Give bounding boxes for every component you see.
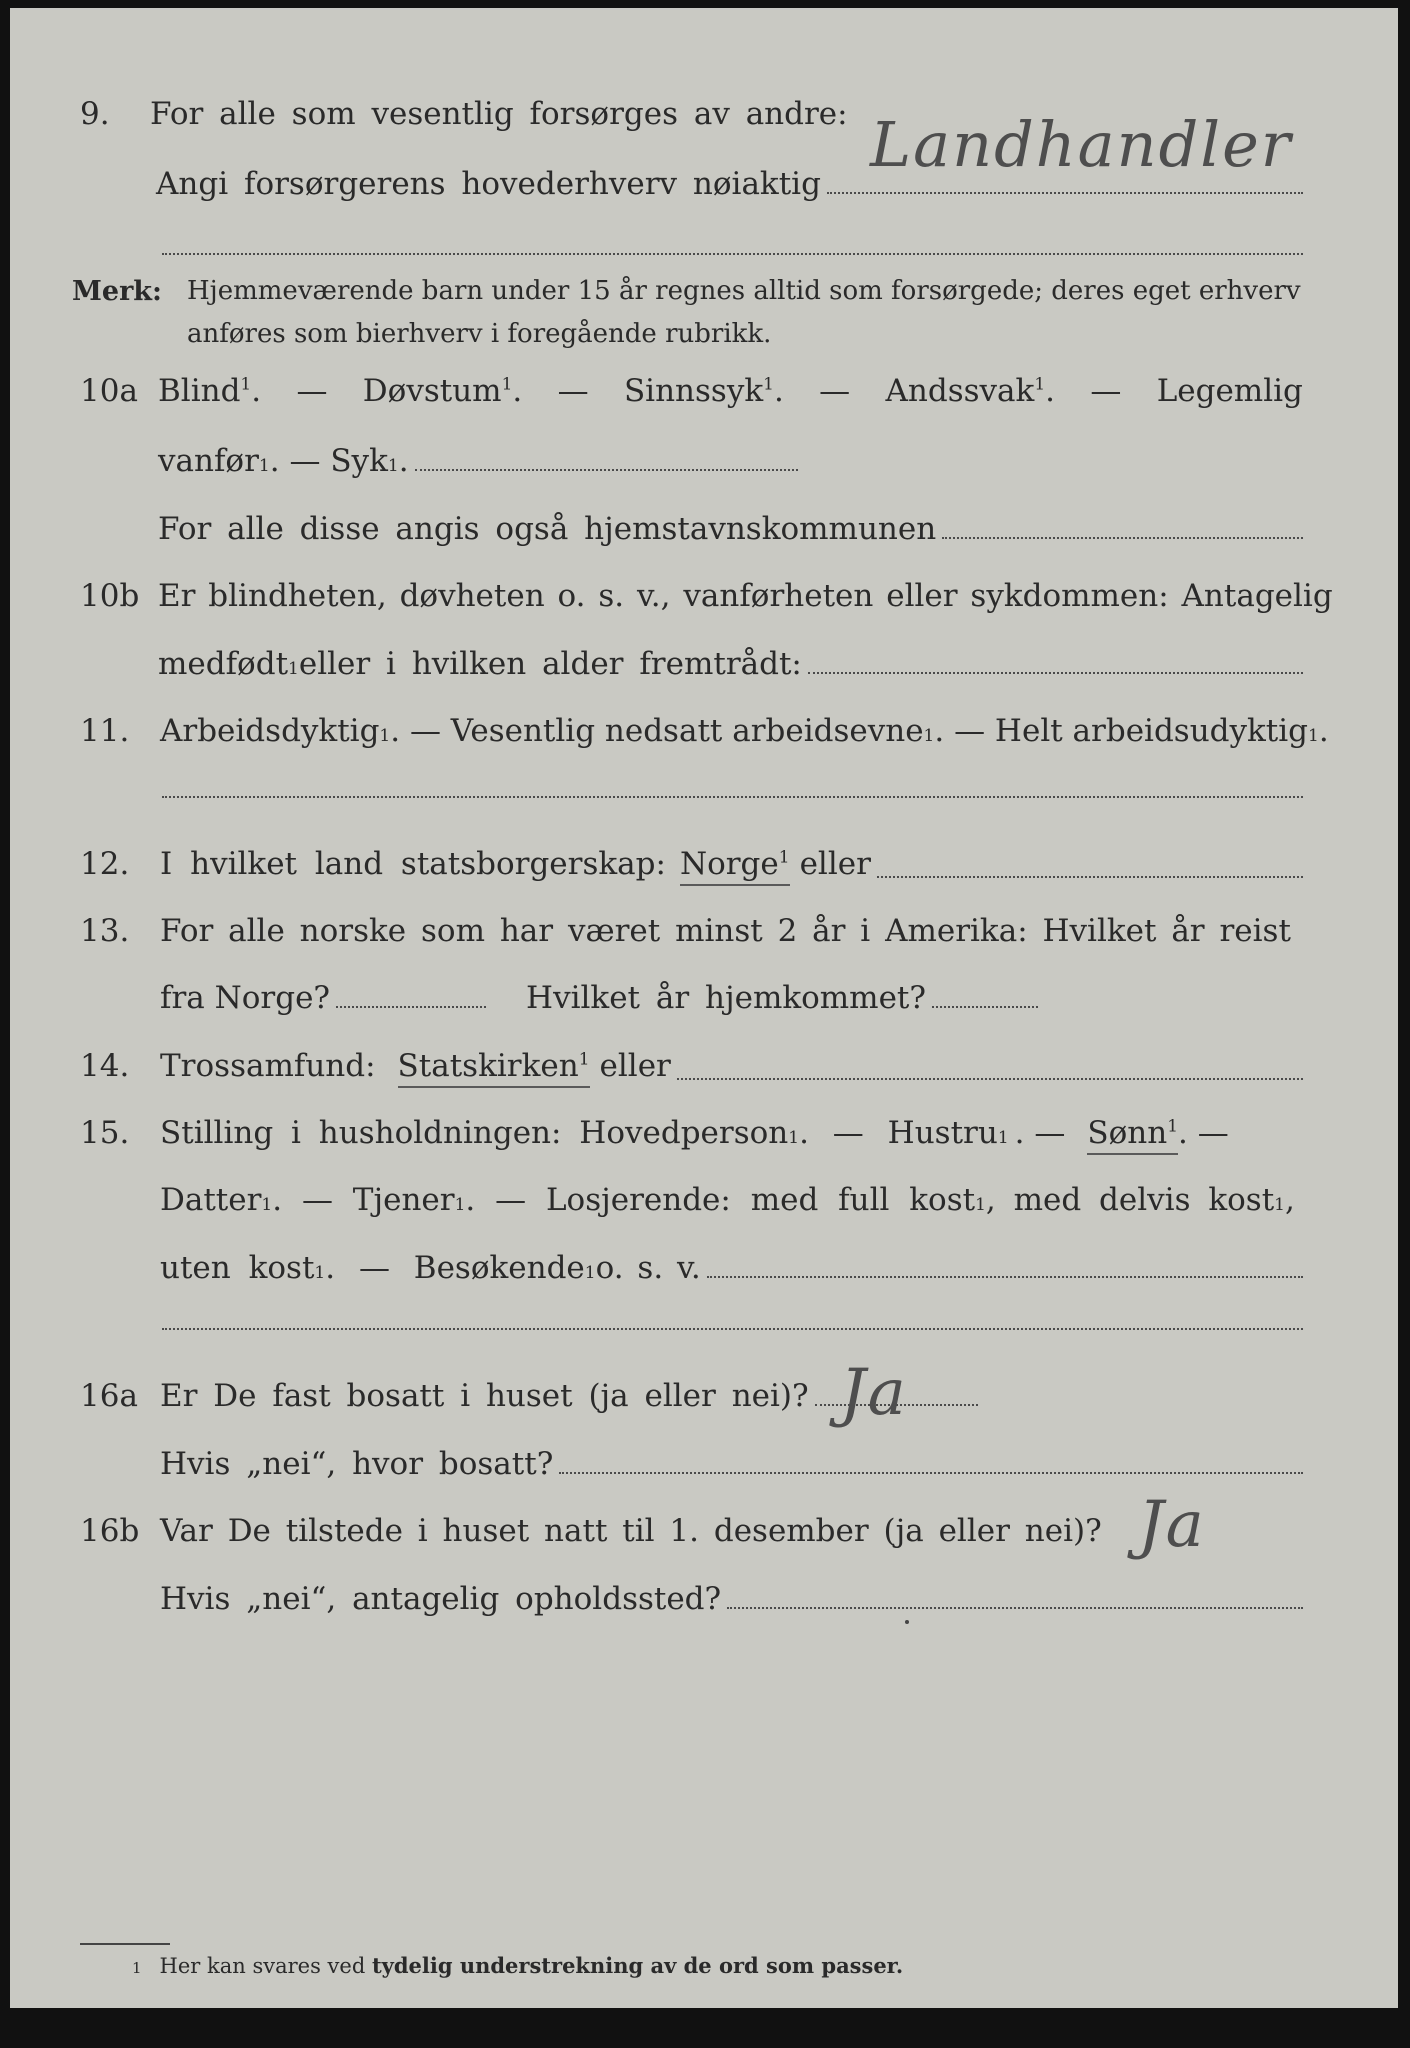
q13-question: For alle norske som har været minst 2 år i Amerika: Hvilket år reist (160, 913, 1291, 949)
q9-extra-line (162, 253, 1303, 255)
option-blind: Blind (158, 373, 241, 409)
option-syk: — Syk (289, 443, 388, 479)
option-hovedperson: Stilling i husholdningen: Hovedperson (160, 1115, 789, 1151)
q10a-hjemstavn-line (942, 536, 1303, 539)
q11-number: 11. (80, 713, 130, 749)
q15-osv: o. s. v. (595, 1250, 701, 1286)
option-hustru: . — Hustru (799, 1115, 998, 1151)
q16b-number: 16b (80, 1513, 140, 1549)
option-besokende: . — Besøkende (325, 1250, 585, 1286)
option-sonn: Sønn$^1$ (1087, 1115, 1178, 1155)
q13-hjemkommet: Hvilket år hjemkommet? (526, 980, 927, 1016)
ink-speck (905, 1620, 909, 1624)
q9-answer-line (827, 191, 1303, 194)
q10a-answer-line (415, 468, 798, 471)
option-norge: Norge$^1$ (680, 846, 790, 886)
q12-question: I hvilket land statsborgerskap: (160, 846, 666, 882)
q10b-number: 10b (80, 578, 140, 614)
option-tjener: . — Tjener (272, 1182, 455, 1218)
q12-eller: eller (799, 846, 871, 882)
footnote-text: Her kan svares ved (159, 1954, 372, 1978)
merk-label: Merk: (72, 276, 162, 307)
footnote (132, 1953, 903, 1978)
q14-number: 14. (80, 1048, 130, 1084)
option-sinnssyk: Sinnssyk (623, 373, 764, 409)
q13-reist: fra Norge? (160, 980, 331, 1016)
form-page: 9. For alle som vesentlig forsørges av andre: Angi forsørgerens hovederhverv nøiaktig Landhandler Merk: Hjemmeværende barn under 15 år regnes alltid som forsørgede; deres eget erhverv anføres som bierhverv i foregående rubrikk. 10a Blind$^1$. — Døvstum$^1$. — Sinnssyk$^1$. — Andssvak$^1$. — Legemlig vanfør 1 . — Syk 1 . For alle disse angis også hjemstavnskommunen 10b Er blindheten, døvheten o. s. v., vanførheten eller sykdommen: Antagelig medfødt 1 eller i hvilken alder fremtrådt: 11. Arbeidsdyktig 1 . — Vesentlig nedsatt arbeidsevne 1 . — Helt arbeidsudyktig 1 . 12. I hvilket land statsborgerskap: Norge$^1$ eller 13. For alle norske som har været minst 2 år i Amerika: Hvilket år reist fra Norge? Hvilket år hjemkommet? 14. Trossamfund: Statskirken$^1$ eller 15. Stilling i husholdningen: Hovedperson 1 . — Hustru 1 . — Sønn$^1$ . — Datter 1 . — Tjener 1 . — Losjerende: med full kost 1 , med delvis kost 1 , uten kost 1 . — Besøkende 1 o. s. v. 16a Er De fast bosatt i huset (ja eller nei)? Ja Hvis „nei“, hvor bosatt? 16b Var De tilstede i huset natt til 1. desember (ja eller nei)? Ja Hvis „nei“, antagelig opholdssted? 1 Her kan svares ved tydelig understrekning av de ord som passer. (10, 8, 1398, 2008)
option-full-kost: . — Losjerende: med full kost (465, 1182, 976, 1218)
q16a-bosatt-line (559, 1471, 1303, 1474)
q10a-number: 10a (80, 373, 138, 409)
option-arbeidsdyktig: Arbeidsdyktig (160, 713, 380, 749)
q16a-number: 16a (80, 1378, 138, 1414)
q16a-question: Er De fast bosatt i huset (ja eller nei)? (160, 1378, 809, 1414)
q16b-opholdssted: Hvis „nei“, antagelig opholdssted? (160, 1581, 722, 1617)
dash: . — (1014, 1115, 1066, 1151)
q11-answer-line (162, 796, 1303, 798)
dash: — (296, 373, 328, 409)
q16b-question: Var De tilstede i huset natt til 1. desember (ja eller nei)? (160, 1513, 1102, 1549)
q15-answer-line (707, 1275, 1303, 1278)
option-andssvak: Andssvak (885, 373, 1035, 409)
option-dovstum: Døvstum (362, 373, 502, 409)
q9-number: 9. (80, 96, 110, 132)
option-nedsatt: . — Vesentlig nedsatt arbeidsevne (390, 713, 924, 749)
dash: — (819, 373, 851, 409)
q10b-alder: eller i hvilken alder fremtrådt: (298, 646, 802, 682)
q10b-answer-line (808, 671, 1303, 674)
footnote-rule (80, 1943, 170, 1945)
option-datter: Datter (160, 1182, 262, 1218)
option-vanfor: vanfør (158, 443, 259, 479)
q16a-bosatt: Hvis „nei“, hvor bosatt? (160, 1446, 554, 1482)
q15-number: 15. (80, 1115, 130, 1151)
q13-reist-line (336, 1005, 486, 1008)
comma: , (1285, 1182, 1295, 1218)
q12-answer-line (877, 875, 1303, 878)
q9-handwritten-answer: Landhandler (870, 108, 1293, 181)
option-statskirken: Statskirken$^1$ (398, 1048, 590, 1088)
footnote-mark: 1 (132, 1959, 142, 1977)
dash: . — (1178, 1115, 1229, 1151)
q12-number: 12. (80, 846, 130, 882)
dash: — (557, 373, 589, 409)
q9-question-2: Angi forsørgerens hovederhverv nøiaktig (156, 166, 821, 202)
dash: — (1090, 373, 1122, 409)
q14-answer-line (677, 1077, 1303, 1080)
q14-eller: eller (599, 1048, 671, 1084)
q16b-opholdssted-line (727, 1606, 1303, 1609)
q16a-handwritten-answer: Ja (840, 1356, 908, 1430)
q9-question: For alle som vesentlig forsørges av andre: (150, 96, 848, 132)
q10b-question: Er blindheten, døvheten o. s. v., vanførheten eller sykdommen: Antagelig (158, 578, 1333, 614)
option-legemlig: Legemlig (1156, 373, 1303, 409)
q15-extra-line (162, 1328, 1303, 1330)
option-medfodt: medfødt (158, 646, 289, 682)
option-udyktig: . — Helt arbeidsudyktig (934, 713, 1309, 749)
option-delvis-kost: , med delvis kost (985, 1182, 1275, 1218)
q14-question: Trossamfund: (160, 1048, 376, 1084)
footnote-bold: tydelig understrekning av de ord som passer. (371, 1953, 904, 1978)
merk-text: Hjemmeværende barn under 15 år regnes alltid som forsørgede; deres eget erhverv anføres som bierhverv i foregående rubrikk. (187, 276, 1301, 349)
q16b-handwritten-answer: Ja (1138, 1488, 1206, 1562)
q10a-hjemstavn: For alle disse angis også hjemstavnskommunen (158, 511, 937, 547)
option-uten-kost: uten kost (160, 1250, 315, 1286)
q13-number: 13. (80, 913, 130, 949)
q13-hjemkommet-line (932, 1005, 1038, 1008)
